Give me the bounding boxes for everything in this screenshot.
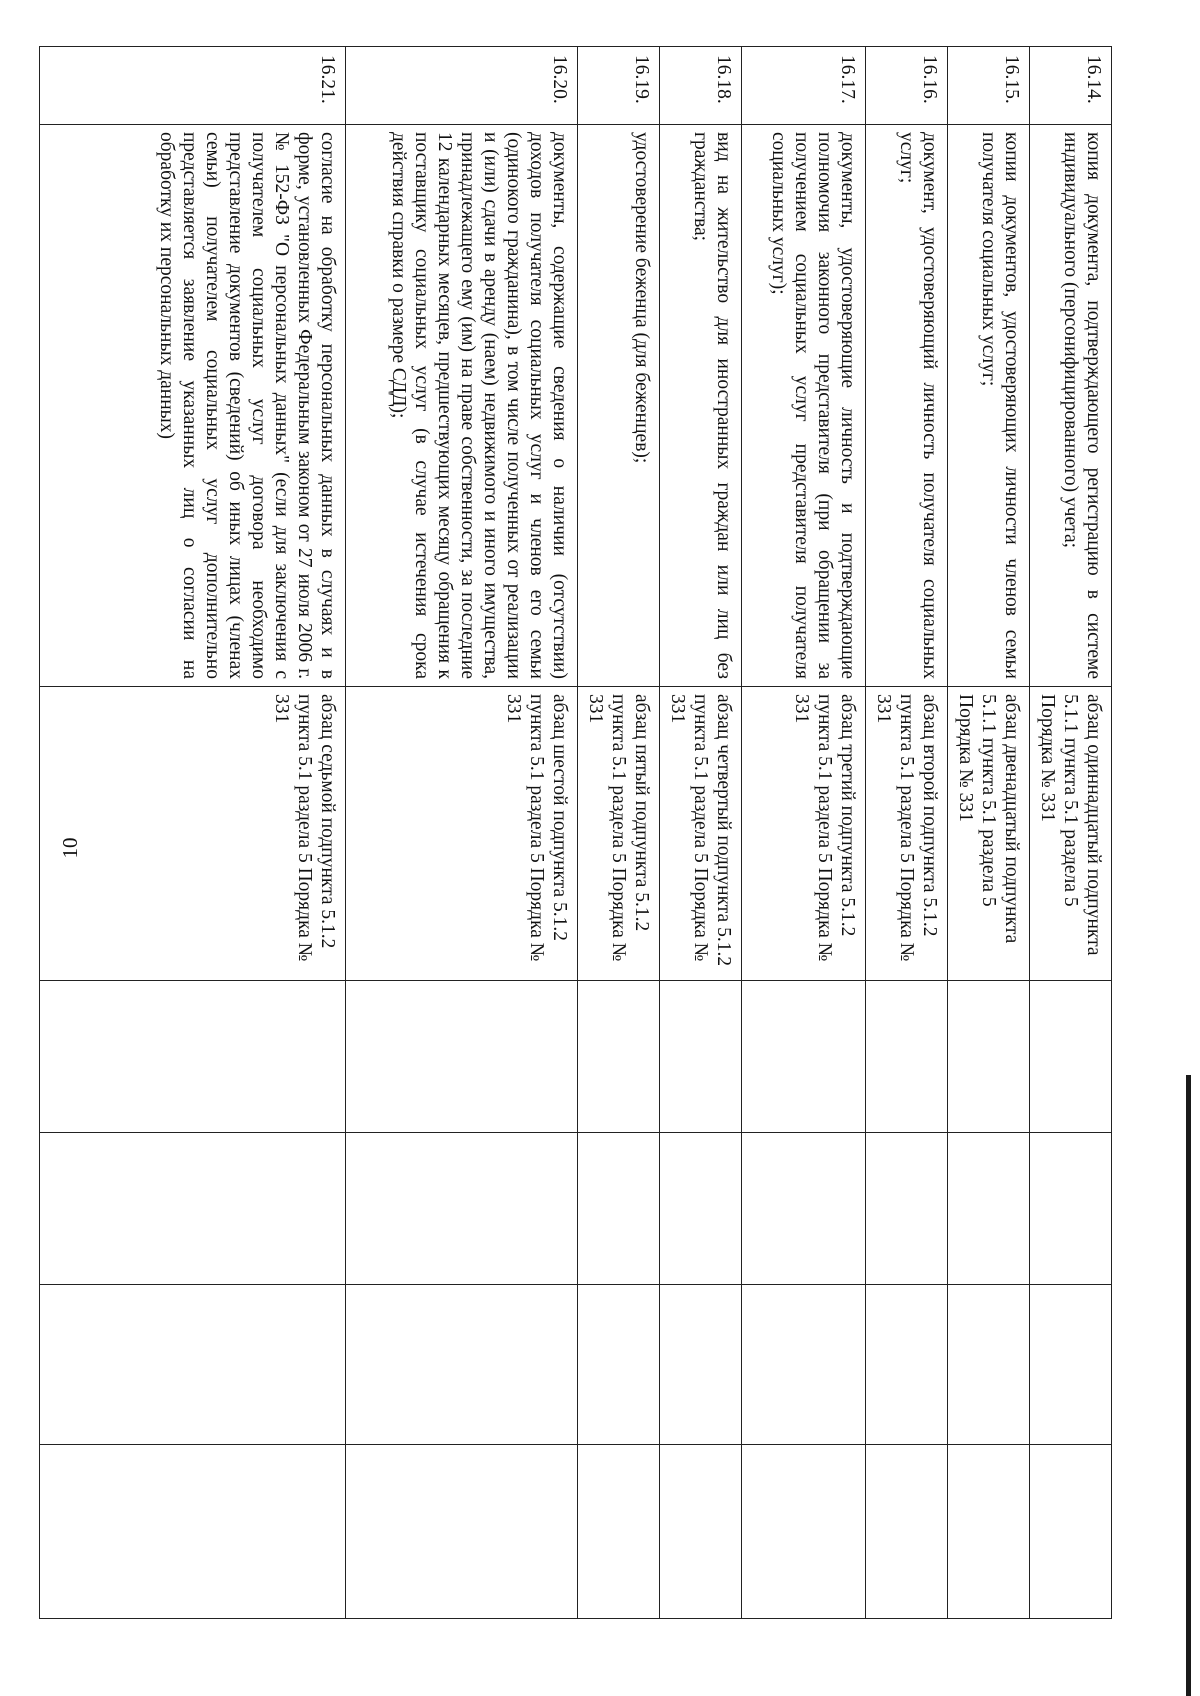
document-description: документ, удостоверяющий личность получателя социальных услуг; xyxy=(866,125,948,687)
empty-cell xyxy=(742,1285,866,1445)
empty-cell xyxy=(742,1445,866,1619)
legal-reference: абзац одиннадцатый подпункта 5.1.1 пункта 5.1 раздела 5 Порядка № 331 xyxy=(1030,687,1112,981)
legal-reference: абзац шестой подпункта 5.1.2 пункта 5.1 раздела 5 Порядка № 331 xyxy=(346,687,578,981)
empty-cell xyxy=(742,981,866,1133)
document-description: копии документов, удостоверяющих личности членов семьи получателя социальных услуг; xyxy=(948,125,1030,687)
empty-cell xyxy=(660,1133,742,1285)
table-row xyxy=(742,47,866,1619)
empty-cell xyxy=(578,981,660,1133)
table-row xyxy=(660,47,742,1619)
document-description: документы, удостоверяющие личность и подтверждающие полномочия законного представителя (при обращении за получением социальных услуг представителя получателя социальных услуг); xyxy=(742,125,866,687)
empty-cell xyxy=(866,1285,948,1445)
legal-reference: абзац второй подпункта 5.1.2 пункта 5.1 раздела 5 Порядка № 331 xyxy=(866,687,948,981)
empty-cell xyxy=(40,1445,346,1619)
empty-cell xyxy=(40,981,346,1133)
table-row xyxy=(346,47,578,1619)
row-number: 16.17. xyxy=(742,47,866,125)
row-number: 16.19. xyxy=(578,47,660,125)
empty-cell xyxy=(346,1285,578,1445)
table-row xyxy=(866,47,948,1619)
rotated-page-content xyxy=(104,46,1112,1618)
empty-cell xyxy=(578,1285,660,1445)
document-description: удостоверение беженца (для беженцев); xyxy=(578,125,660,687)
table-row xyxy=(948,47,1030,1619)
empty-cell xyxy=(866,981,948,1133)
empty-cell xyxy=(660,1445,742,1619)
empty-cell xyxy=(660,1285,742,1445)
scan-edge-shadow xyxy=(1186,1075,1191,1696)
empty-cell xyxy=(948,981,1030,1133)
empty-cell xyxy=(1030,1133,1112,1285)
document-description: согласие на обработку персональных данных в случаях и в форме, установленных Федеральным законом от 27 июля 2006 г. № 152-ФЗ "О персональных данных" (если для заключения с получателем социальных услуг договора необходимо представление документов (сведений) об иных лицах (членах семьи) получателем социальных услуг дополнительно представляется заявление указанных лиц о согласии на обработку их персональных данных) xyxy=(40,125,346,687)
empty-cell xyxy=(346,1133,578,1285)
empty-cell xyxy=(40,1133,346,1285)
table-row xyxy=(1030,47,1112,1619)
empty-cell xyxy=(578,1445,660,1619)
legal-reference: абзац третий подпункта 5.1.2 пункта 5.1 раздела 5 Порядка № 331 xyxy=(742,687,866,981)
empty-cell xyxy=(948,1285,1030,1445)
empty-cell xyxy=(40,1285,346,1445)
table-row xyxy=(40,47,346,1619)
row-number: 16.16. xyxy=(866,47,948,125)
legal-reference: абзац четвертый подпункта 5.1.2 пункта 5.1 раздела 5 Порядка № 331 xyxy=(660,687,742,981)
documents-table xyxy=(39,46,1112,1619)
empty-cell xyxy=(346,1445,578,1619)
legal-reference: абзац пятый подпункта 5.1.2 пункта 5.1 раздела 5 Порядка № 331 xyxy=(578,687,660,981)
empty-cell xyxy=(578,1133,660,1285)
empty-cell xyxy=(346,981,578,1133)
document-description: вид на жительство для иностранных граждан или лиц без гражданства; xyxy=(660,125,742,687)
table-row xyxy=(578,47,660,1619)
row-number: 16.20. xyxy=(346,47,578,125)
legal-reference: абзац седьмой подпункта 5.1.2 пункта 5.1 раздела 5 Порядка № 331 xyxy=(40,687,346,981)
row-number: 16.15. xyxy=(948,47,1030,125)
empty-cell xyxy=(660,981,742,1133)
empty-cell xyxy=(948,1133,1030,1285)
empty-cell xyxy=(866,1445,948,1619)
page-number: 10 xyxy=(58,837,82,859)
empty-cell xyxy=(866,1133,948,1285)
row-number: 16.18. xyxy=(660,47,742,125)
legal-reference: абзац двенадцатый подпункта 5.1.1 пункта 5.1 раздела 5 Порядка № 331 xyxy=(948,687,1030,981)
empty-cell xyxy=(742,1133,866,1285)
empty-cell xyxy=(1030,1445,1112,1619)
document-description: документы, содержащие сведения о наличии (отсутствии) доходов получателя социальных услуг и членов его семьи (одинокого гражданина), в том числе полученных от реализации и (или) сдачи в аренду (наем) недвижимого и иного имущества, принадлежащего ему (им) на праве собственности, за последние 12 календарных месяцев, предшествующих месяцу обращения к поставщику социальных услуг (в случае истечения срока действия справки о размере СДД); xyxy=(346,125,578,687)
row-number: 16.21. xyxy=(40,47,346,125)
document-description: копия документа, подтверждающего регистрацию в системе индивидуального (персонифицированного) учета; xyxy=(1030,125,1112,687)
empty-cell xyxy=(1030,981,1112,1133)
empty-cell xyxy=(948,1445,1030,1619)
row-number: 16.14. xyxy=(1030,47,1112,125)
empty-cell xyxy=(1030,1285,1112,1445)
